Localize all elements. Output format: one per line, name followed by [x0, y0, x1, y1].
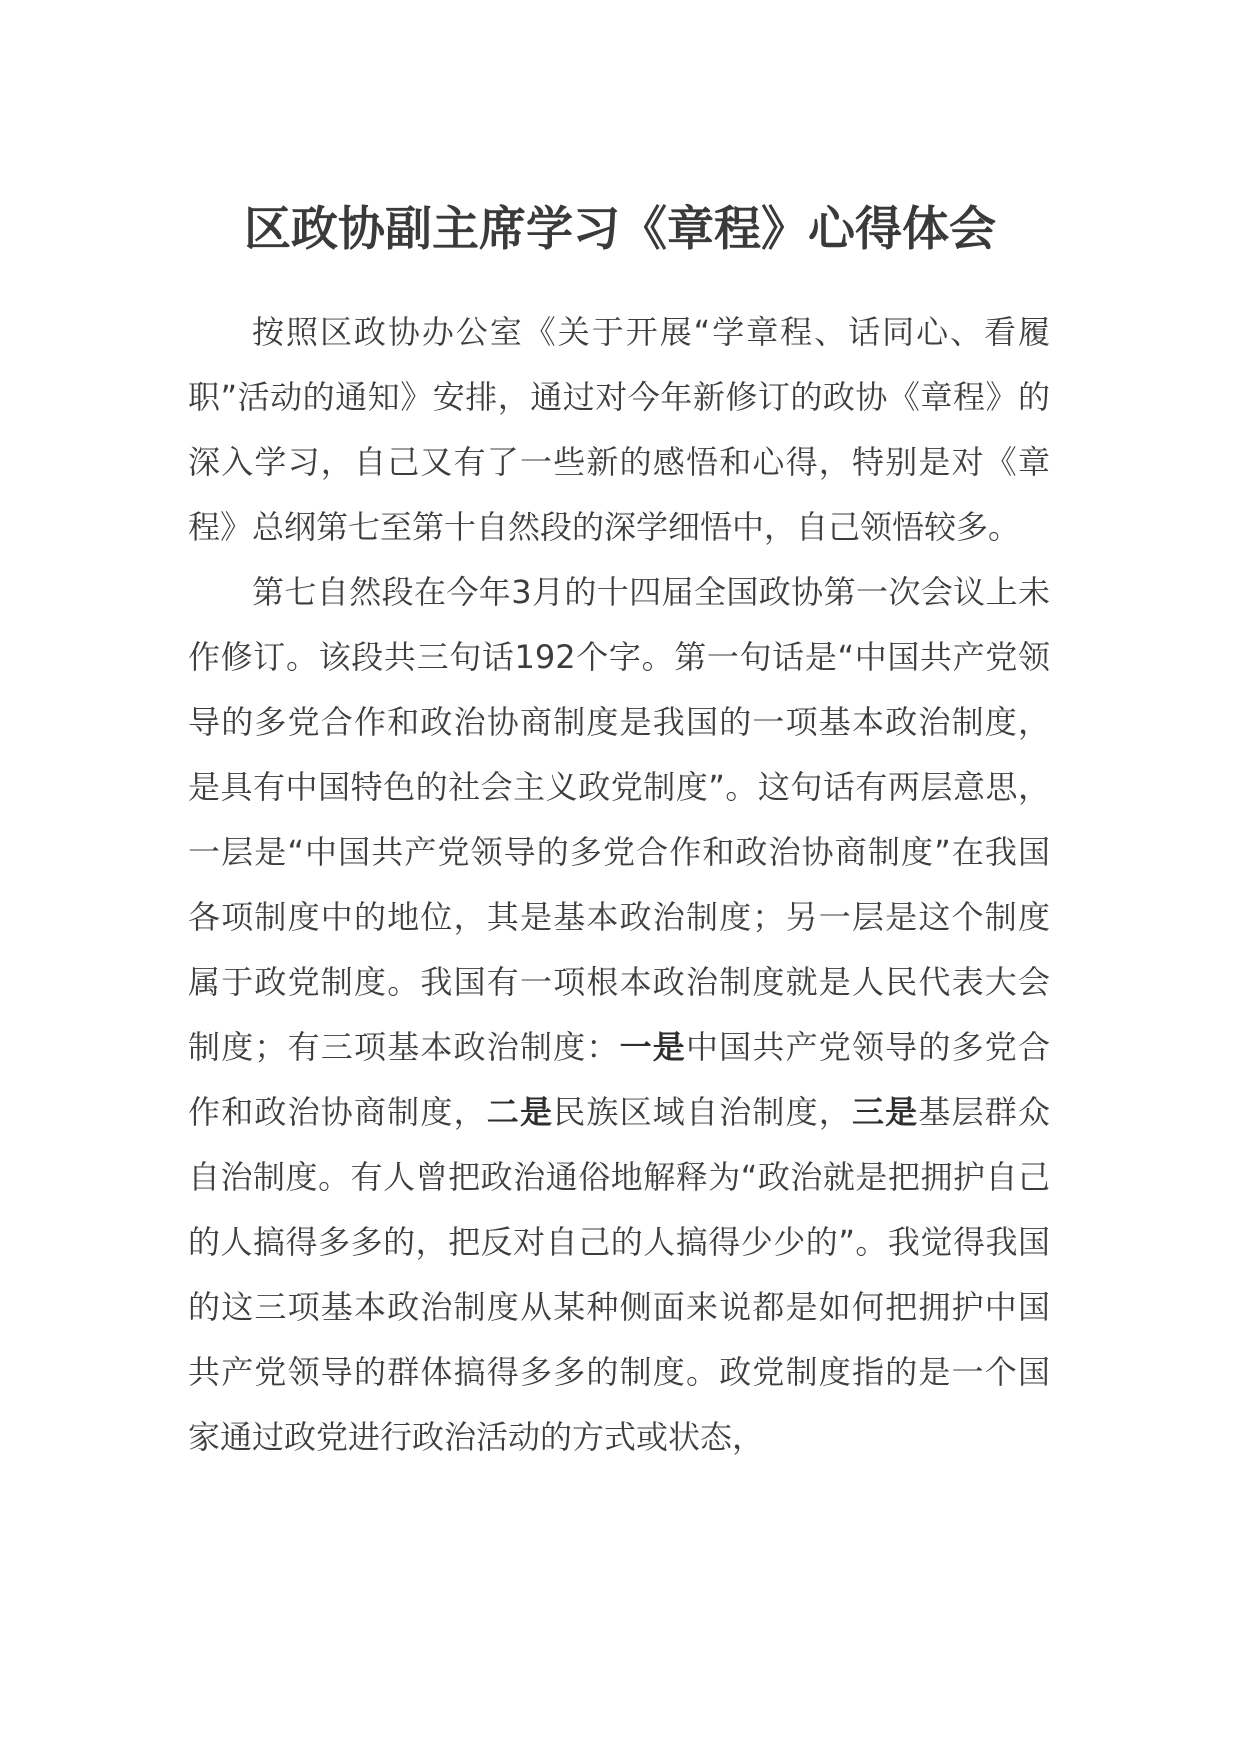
emphasis-first: 一是 — [619, 1028, 686, 1066]
paragraph-text: 第七自然段在今年3月的十四届全国政协第一次会议上未作修订。该段共三句话192个字。第一句话是“中国共产党领导的多党合作和政治协商制度是我国的一项基本政治制度，是具有中国特色的社会主义政党制度”。这句话有两层意思，一层是“中国共产党领导的多党合作和政治协商制度”在我国各项制度中的地位，其是基本政治制度；另一层是这个制度属于政党制度。我国有一项根本政治制度就是人民代表大会制度；有三项基本政治制度： — [188, 573, 1050, 1066]
paragraph-intro — [188, 300, 1050, 560]
document-body — [188, 300, 1050, 1470]
paragraph-text: 按照区政协办公室《关于开展“学章程、话同心、看履职”活动的通知》安排，通过对今年新修订的政协《章程》的深入学习，自己又有了一些新的感悟和心得，特别是对《章程》总纲第七至第十自然段的深学细悟中，自己领悟较多。 — [188, 313, 1050, 546]
paragraph-text: 基层群众自治制度。有人曾把政治通俗地解释为“政治就是把拥护自己的人搞得多多的，把反对自己的人搞得少少的”。我觉得我国的这三项基本政治制度从某种侧面来说都是如何把拥护中国共产党领导的群体搞得多多的制度。政党制度指的是一个国家通过政党进行政治活动的方式或状态， — [188, 1093, 1050, 1456]
emphasis-second: 二是 — [486, 1093, 554, 1131]
paragraph-section-seven — [188, 560, 1050, 1470]
emphasis-third: 三是 — [851, 1093, 919, 1131]
paragraph-text: 中国共产党领导的多党合作和政治协商制度， — [188, 1028, 1050, 1131]
document-title: 区政协副主席学习《章程》心得体会 — [244, 202, 996, 257]
paragraph-text: 民族区域自治制度， — [553, 1093, 852, 1131]
